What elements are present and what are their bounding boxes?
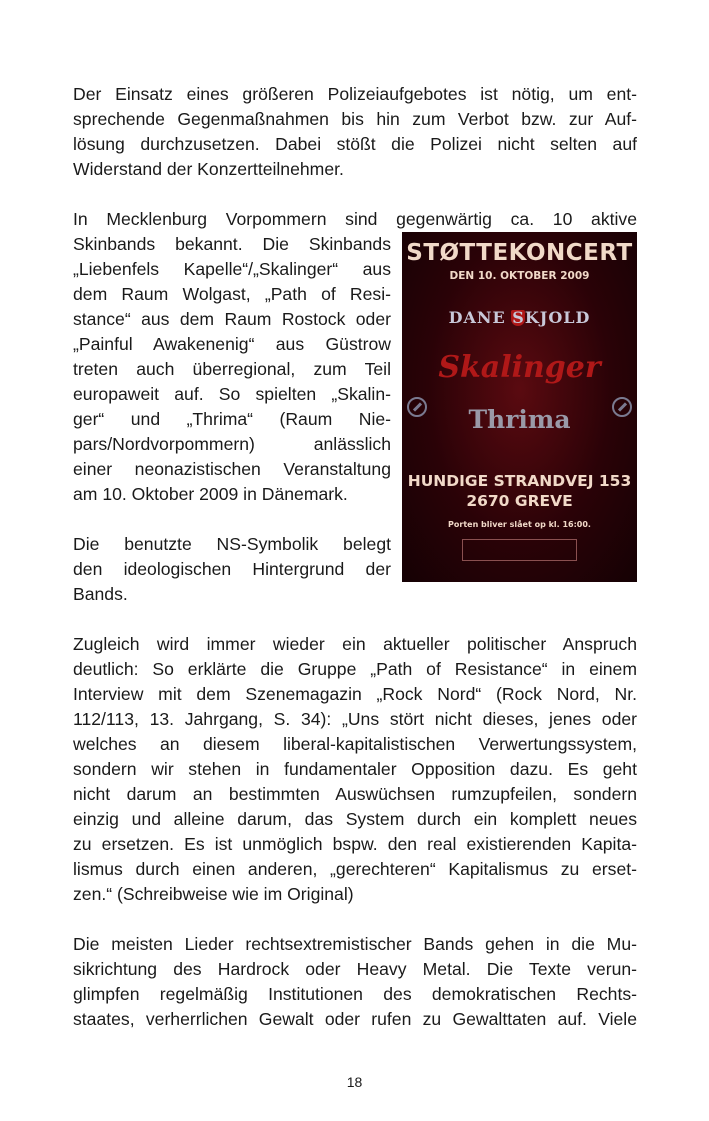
text-line: Zugleich wird immer wieder ein aktueller politischer Anspruch	[73, 634, 637, 654]
text-line: am 10. Oktober 2009 in Dänemark.	[73, 484, 348, 504]
poster-date: DEN 10. OKTOBER 2009	[449, 270, 590, 282]
paragraph-music-genre	[73, 932, 637, 1032]
poster-band-dane-skjold: DANE SKJOLD	[448, 308, 591, 327]
text-line: „Liebenfels Kapelle“/„Skalinger“ aus	[73, 259, 391, 279]
text-line: deutlich: So erklärte die Gruppe „Path of Resistance“ in einem	[73, 659, 637, 679]
text-line: sikrichtung des Hardrock oder Heavy Metal. Die Texte verun-	[73, 959, 637, 979]
text-line: staates, verherrlichen Gewalt oder rufen zu Gewalttaten auf. Viele	[73, 1009, 637, 1029]
text-line: den ideologischen Hintergrund der	[73, 559, 391, 579]
text-line: treten auch überregional, zum Teil	[73, 359, 391, 379]
text-line: europaweit auf. So spielten „Skalin-	[73, 384, 391, 404]
poster-band-skalinger: Skalinger	[438, 350, 601, 385]
text-with-poster	[73, 232, 637, 607]
text-line: stance“ aus dem Raum Rostock oder	[73, 309, 391, 329]
text-line: Die benutzte NS-Symbolik belegt	[73, 534, 391, 554]
poster-doors-time: Porten bliver slået op kl. 16:00.	[448, 520, 591, 529]
text-line: Skinbands bekannt. Die Skinbands	[73, 234, 391, 254]
document-page	[73, 82, 637, 1032]
paragraph-police-intervention	[73, 82, 637, 182]
text-line: Die meisten Lieder rechtsextremistischer Bands gehen in die Mu-	[73, 934, 637, 954]
text-line: glimpfen regelmäßig Institutionen des demokratischen Rechts-	[73, 984, 637, 1004]
poster-address-street: HUNDIGE STRANDVEJ 153	[407, 472, 632, 490]
concert-poster-image	[402, 232, 637, 582]
text-line: einer neonazistischen Veranstaltung	[73, 459, 391, 479]
text-line: sprechende Gegenmaßnahmen bis hin zum Verbot bzw. zur Auf-	[73, 109, 637, 129]
text-line: dem Raum Wolgast, „Path of Resi-	[73, 284, 391, 304]
text-line: lösung durchzusetzen. Dabei stößt die Polizei nicht selten auf	[73, 134, 637, 154]
text-line: ger“ und „Thrima“ (Raum Nie-	[73, 409, 391, 429]
text-line: Interview mit dem Szenemagazin „Rock Nord“ (Rock Nord, Nr.	[73, 684, 637, 704]
text-line: lismus durch einen anderen, „gerechteren“ Kapitalismus zu erset-	[73, 859, 637, 879]
text-line: 112/113, 13. Jahrgang, S. 34): „Uns stört nicht dieses, jenes oder	[73, 709, 637, 729]
page-number: 18	[346, 1074, 363, 1090]
text-line: einzig und alleine darum, das System durch ein komplett neues	[73, 809, 637, 829]
poster-address-city: 2670 GREVE	[466, 492, 573, 510]
text-line: sondern wir stehen in fundamentaler Opposition dazu. Es geht	[73, 759, 637, 779]
text-line: zen.“ (Schreibweise wie im Original)	[73, 884, 354, 904]
text-line: pars/Nordvorpommern) anlässlich	[73, 434, 391, 454]
text-line: nicht darum an bestimmten Auswüchsen rumzupfeilen, sondern	[73, 784, 637, 804]
text-line: Der Einsatz eines größeren Polizeiaufgebotes ist nötig, um ent-	[73, 84, 637, 104]
text-line: „Painful Awakenenig“ aus Güstrow	[73, 334, 391, 354]
text-line: In Mecklenburg Vorpommern sind gegenwärtig ca. 10 aktive	[73, 209, 637, 229]
text-line: zu ersetzen. Es ist unmöglich bspw. den real existierenden Kapita-	[73, 834, 637, 854]
text-line: Bands.	[73, 584, 128, 604]
poster-fineprint-box	[462, 539, 577, 561]
text-line: Widerstand der Konzertteilnehmer.	[73, 159, 344, 179]
poster-headline: STØTTEKONCERT	[406, 240, 633, 266]
text-line: welches an diesem liberal-kapitalistischen Verwertungssystem,	[73, 734, 637, 754]
paragraph-political-claim	[73, 632, 637, 907]
poster-band-thrima: Thrima	[468, 405, 571, 434]
